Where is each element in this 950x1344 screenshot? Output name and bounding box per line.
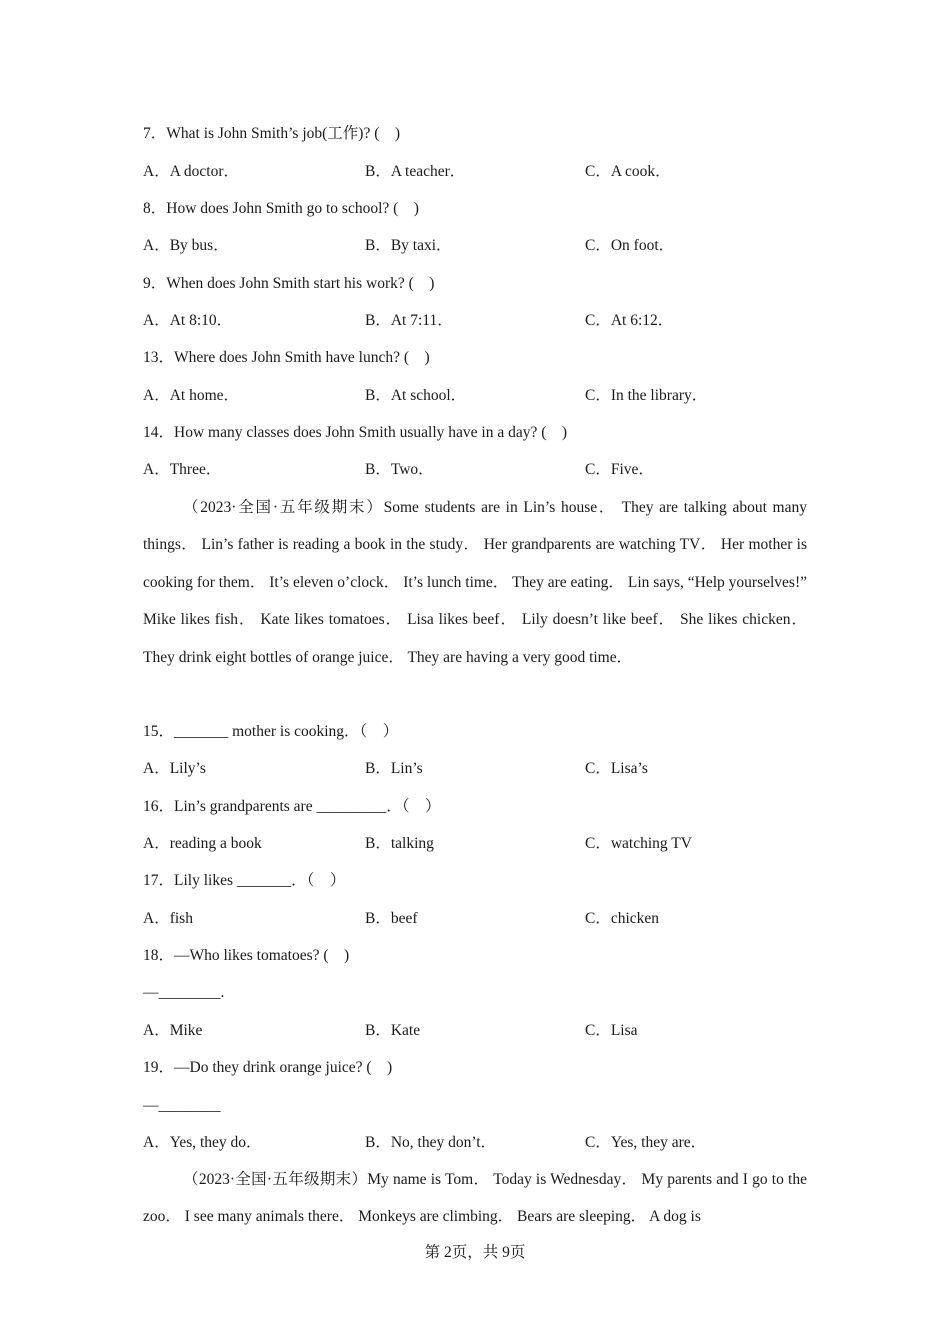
question-18: 18．—Who likes tomatoes? ( ) xyxy=(143,947,350,964)
option-c[interactable]: C．On foot． xyxy=(585,237,675,254)
option-c[interactable]: C．Lisa’s xyxy=(585,760,648,777)
option-b[interactable]: B．At 7:11． xyxy=(365,312,453,329)
option-c[interactable]: C．In the library． xyxy=(585,387,708,404)
question-15: 15．_______ mother is cooking．（ ） xyxy=(143,723,399,740)
option-a[interactable]: A．Lily’s xyxy=(143,760,206,777)
option-a[interactable]: A．Yes, they do． xyxy=(143,1134,262,1151)
option-b[interactable]: B．A teacher． xyxy=(365,163,466,180)
question-7: 7．What is John Smith’s job(工作)? ( ) xyxy=(143,125,401,142)
option-a[interactable]: A．Mike xyxy=(143,1022,203,1039)
option-c[interactable]: C．watching TV xyxy=(585,835,692,852)
option-b[interactable]: B．Lin’s xyxy=(365,760,423,777)
option-b[interactable]: B．beef xyxy=(365,910,418,927)
question-9: 9．When does John Smith start his work? ( ) xyxy=(143,275,435,292)
reading-passage-tom: （2023·全国·五年级期末）My name is Tom． Today is Wednesday． My parents and I go to the zoo． I see many animals there． Monkeys are climbing． Bears are sleeping． A dog is xyxy=(143,1171,807,1226)
option-b[interactable]: B．At school． xyxy=(365,387,467,404)
option-a[interactable]: A．fish xyxy=(143,910,193,927)
option-a[interactable]: A．Three． xyxy=(143,461,222,478)
option-c[interactable]: C．A cook． xyxy=(585,163,671,180)
option-c[interactable]: C．Lisa xyxy=(585,1022,638,1039)
option-c[interactable]: C．Five． xyxy=(585,461,654,478)
reading-passage-lin: （2023·全国·五年级期末）Some students are in Lin’s house． They are talking about many things． Lin’s father is reading a book in the study． Her grandparents are watching TV． Her mother is cooking for them． It’s eleven o’clock． It’s lunch time． They are eating． Lin says, “Help yourselves!” Mike likes fish． Kate likes tomatoes． Lisa likes beef． Lily doesn’t like beef． She likes chicken． They drink eight bottles of orange juice． They are having a very good time． xyxy=(143,499,807,666)
option-b[interactable]: B．By taxi． xyxy=(365,237,452,254)
option-b[interactable]: B．Kate xyxy=(365,1022,421,1039)
option-a[interactable]: A．At home． xyxy=(143,387,240,404)
option-a[interactable]: A．A doctor． xyxy=(143,163,240,180)
option-a[interactable]: A．reading a book xyxy=(143,835,262,852)
question-14: 14．How many classes does John Smith usually have in a day? ( ) xyxy=(143,424,568,441)
option-a[interactable]: A．By bus． xyxy=(143,237,229,254)
option-b[interactable]: B．talking xyxy=(365,835,434,852)
question-17: 17．Lily likes _______．（ ） xyxy=(143,872,346,889)
page-footer: 第 2页，共 9页 xyxy=(424,1244,526,1261)
option-b[interactable]: B．No, they don’t． xyxy=(365,1134,497,1151)
option-b[interactable]: B．Two． xyxy=(365,461,434,478)
option-c[interactable]: C．At 6:12． xyxy=(585,312,674,329)
option-c[interactable]: C．chicken xyxy=(585,910,660,927)
question-19: 19．—Do they drink orange juice? ( ) xyxy=(143,1059,393,1076)
answer-blank: —________. xyxy=(143,984,225,1001)
question-13: 13．Where does John Smith have lunch? ( ) xyxy=(143,349,430,366)
option-c[interactable]: C．Yes, they are． xyxy=(585,1134,707,1151)
option-a[interactable]: A．At 8:10． xyxy=(143,312,233,329)
question-8: 8．How does John Smith go to school? ( ) xyxy=(143,200,419,217)
answer-blank: —________ xyxy=(143,1097,221,1114)
question-16: 16．Lin’s grandparents are _________．（ ） xyxy=(143,798,441,815)
